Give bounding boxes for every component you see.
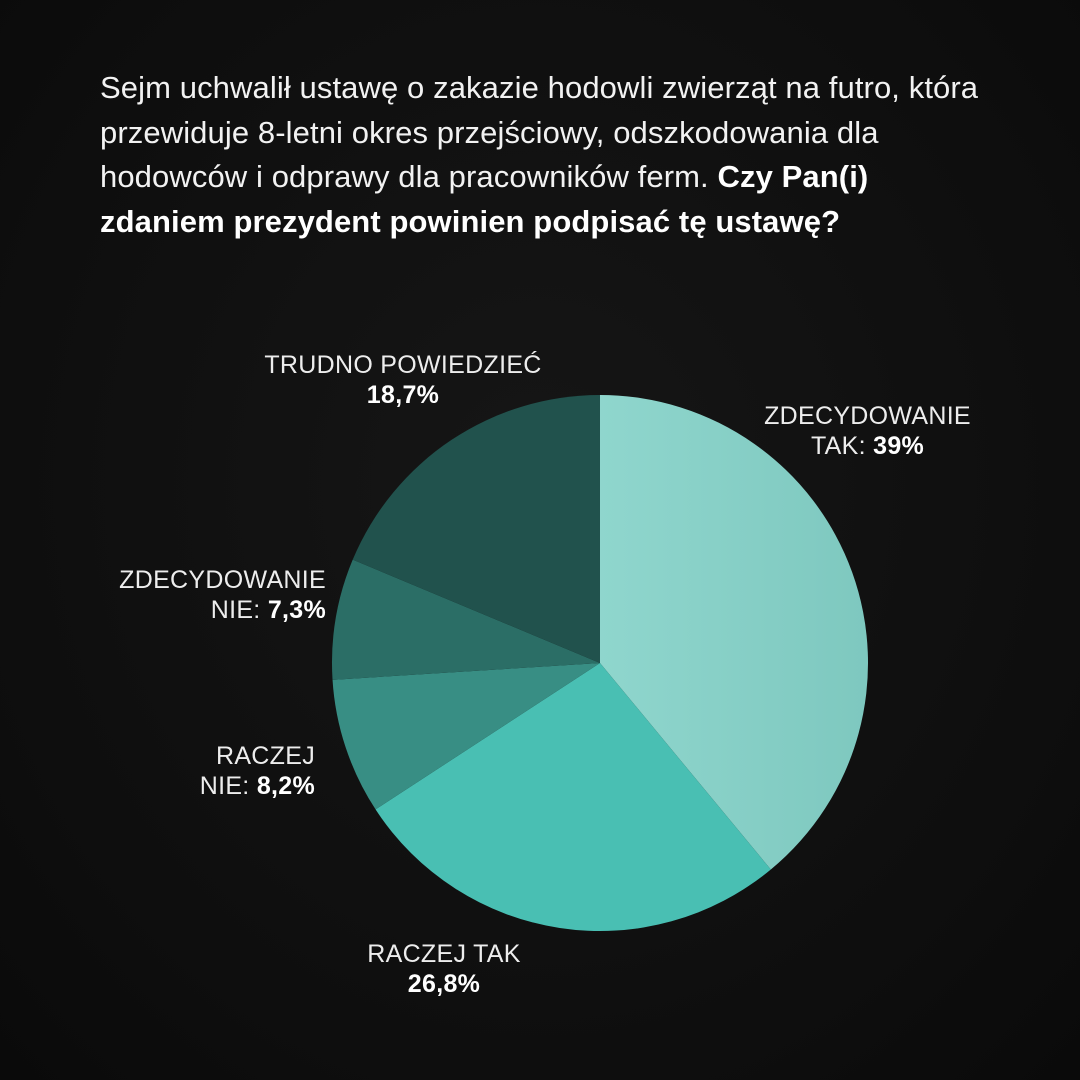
- label-line: NIE:: [210, 596, 261, 624]
- label-line: TRUDNO POWIEDZIEĆ: [264, 351, 542, 379]
- label-line-with-value: [755, 431, 980, 461]
- label-line: ZDECYDOWANIE: [119, 566, 326, 594]
- slice-value: 7,3%: [267, 596, 326, 624]
- slice-value: 39%: [873, 432, 925, 460]
- label-line: RACZEJ TAK: [367, 940, 521, 968]
- label-line-with-value: [150, 771, 315, 801]
- label-line: TAK:: [810, 432, 866, 460]
- label-line: NIE:: [199, 772, 250, 800]
- slice-value: 26,8%: [407, 970, 481, 998]
- question-bold-text: Czy Pan(i) zdaniem prezydent powinien podpisać tę ustawę?: [100, 159, 869, 239]
- slice-value: 18,7%: [366, 381, 440, 409]
- slice-label-raczej-nie: [150, 741, 315, 801]
- label-line: ZDECYDOWANIE: [764, 402, 971, 430]
- question-text: Sejm uchwalił ustawę o zakazie hodowli zwierząt na futro, która przewiduje 8-letni okres przejściowy, odszkodowania dla hodowców i odprawy dla pracowników ferm.: [100, 70, 979, 194]
- slice-label-zdecydowanie-tak: [755, 401, 980, 461]
- slice-label-raczej-tak: [344, 939, 544, 999]
- label-line-with-value: [90, 595, 326, 625]
- slice-label-zdecydowanie-nie: [90, 565, 326, 625]
- slice-value: 8,2%: [256, 772, 315, 800]
- label-line: RACZEJ: [215, 742, 315, 770]
- slice-label-trudno-powiedziec: [233, 350, 573, 410]
